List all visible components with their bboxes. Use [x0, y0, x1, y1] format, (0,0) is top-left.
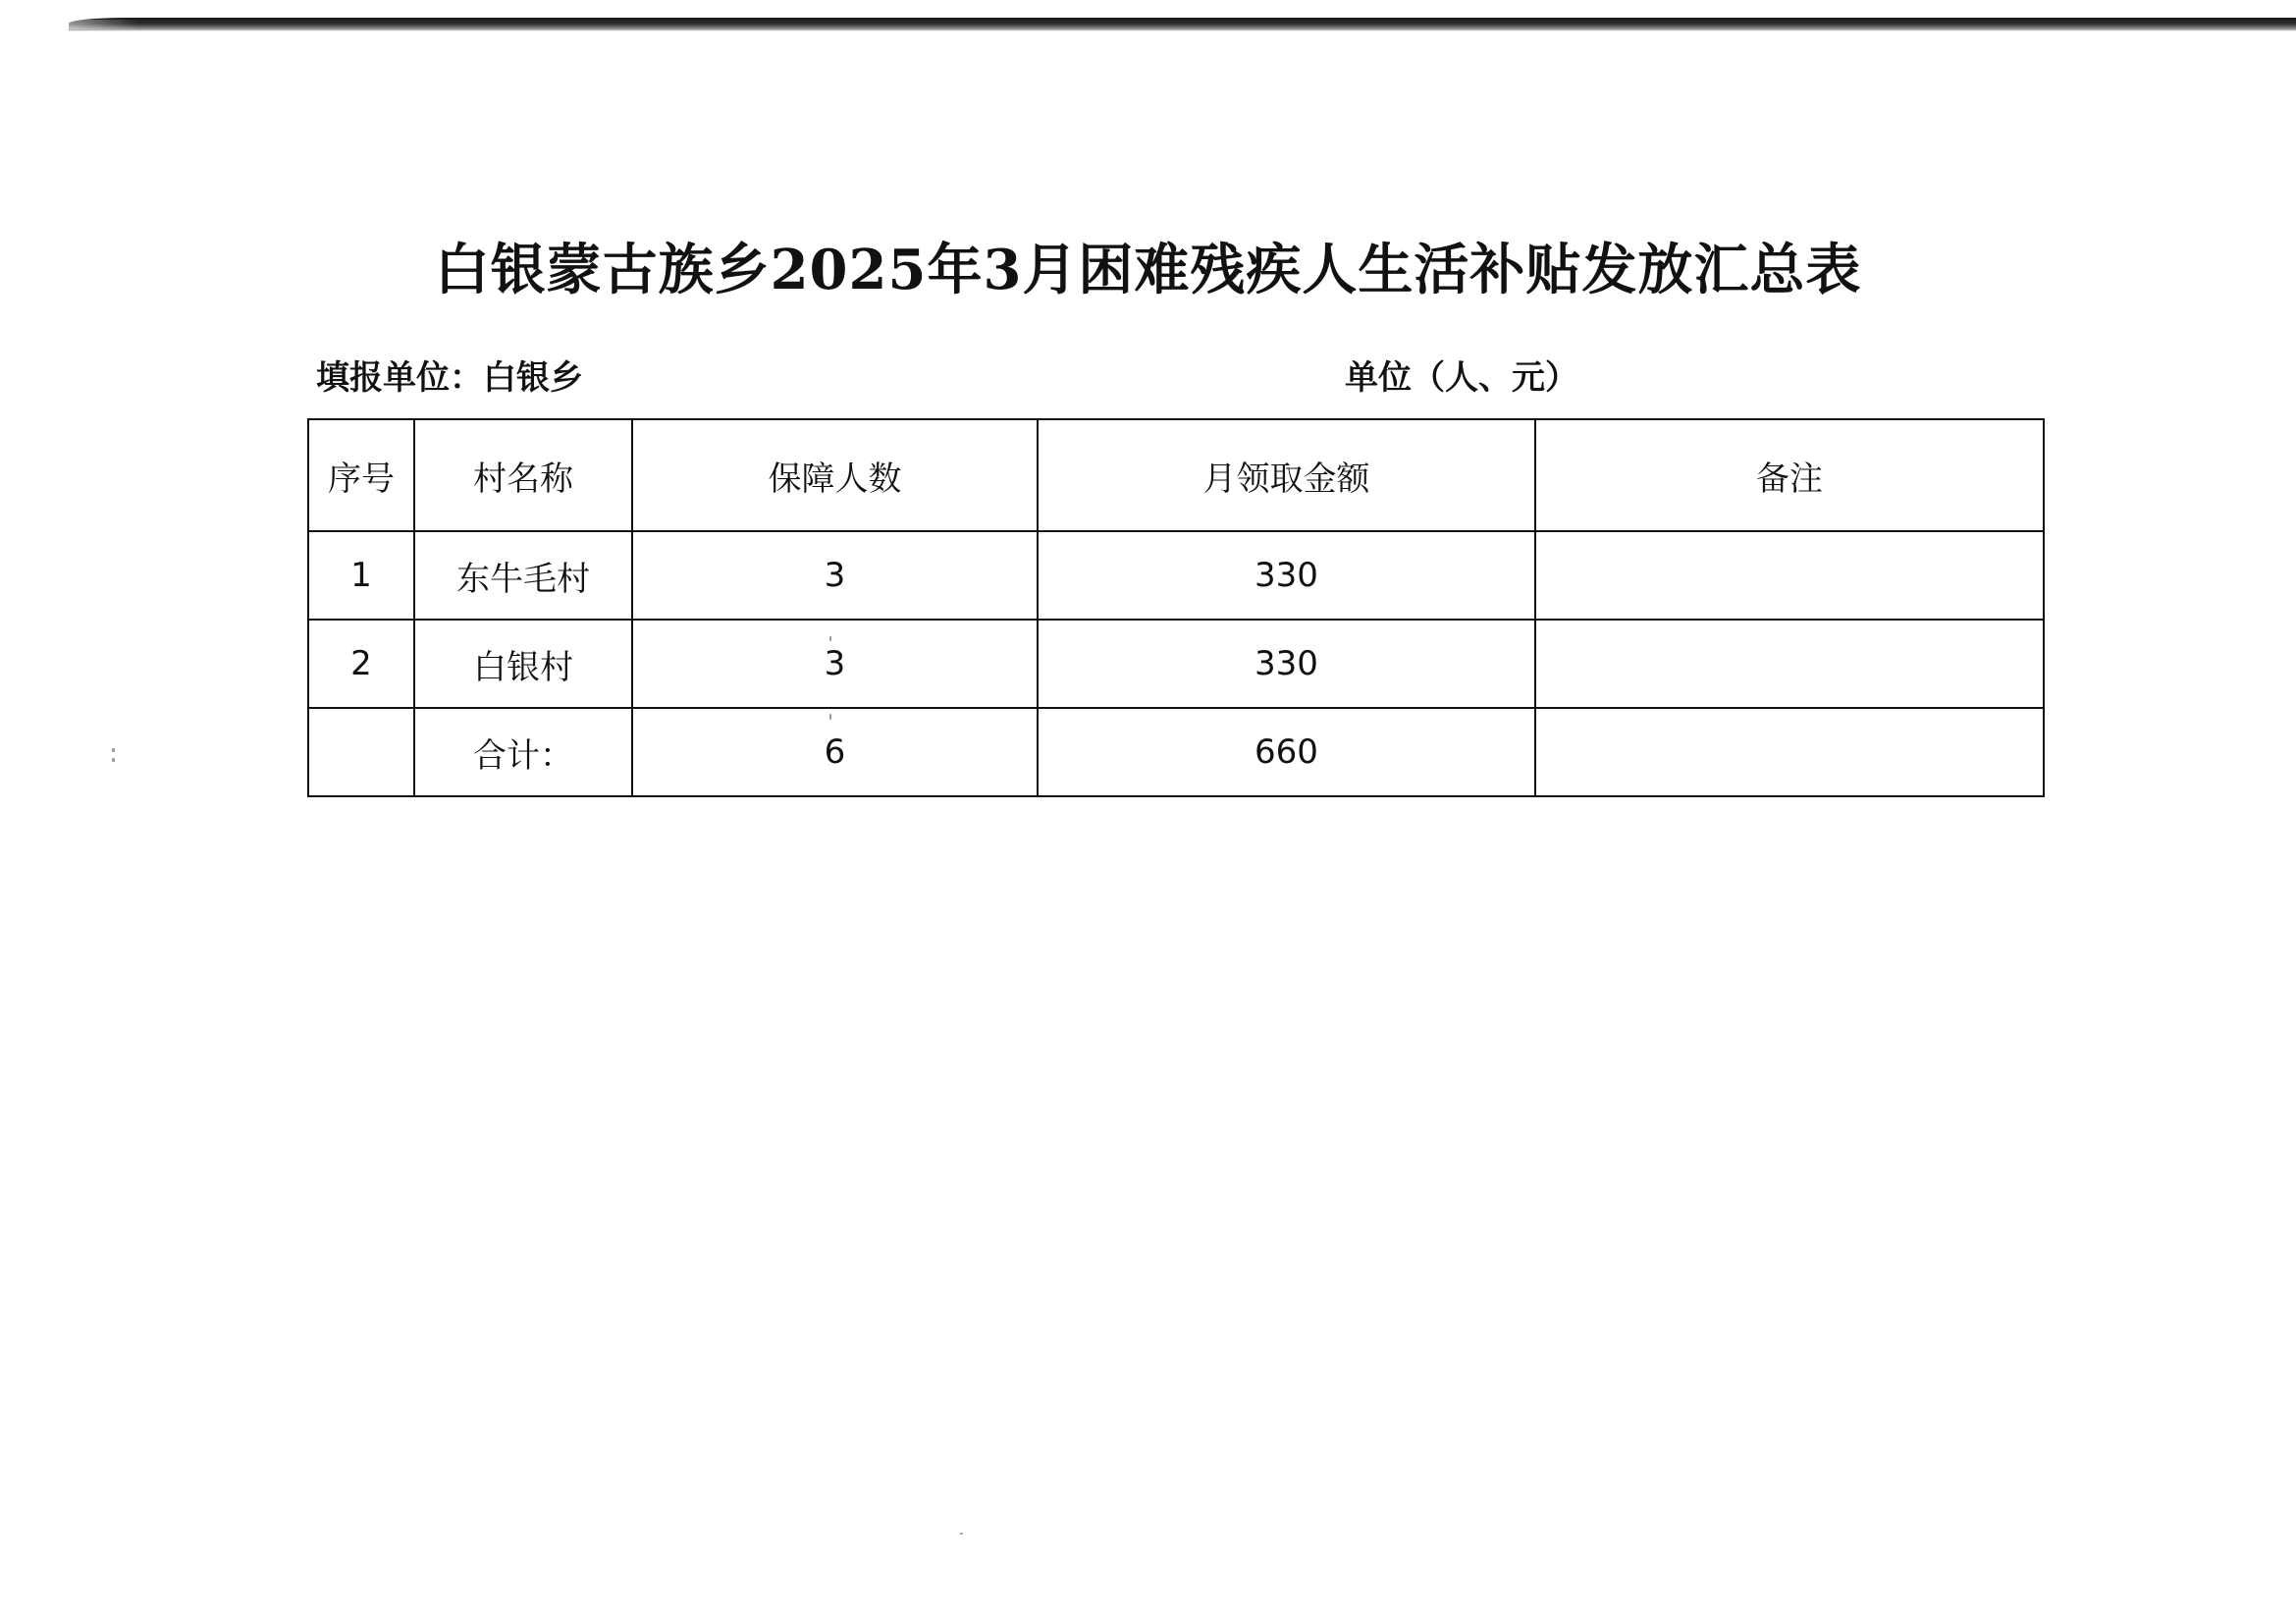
scan-speck [829, 636, 831, 641]
cell-village: 东牛毛村 [414, 531, 632, 620]
scan-speck [960, 1533, 963, 1535]
header-village: 村名称 [414, 419, 632, 531]
subsidy-summary-table [307, 418, 2045, 797]
cell-no: 2 [308, 620, 414, 708]
scan-speck [112, 748, 115, 752]
cell-village: 白银村 [414, 620, 632, 708]
total-note [1535, 708, 2044, 796]
header-note: 备注 [1535, 419, 2044, 531]
header-amount: 月领取金额 [1038, 419, 1535, 531]
total-label: 合计： [414, 708, 632, 796]
scan-top-edge [69, 18, 2296, 31]
table-row [308, 620, 2044, 708]
header-people: 保障人数 [632, 419, 1038, 531]
scan-edge-fade [0, 20, 137, 29]
table-header-row [308, 419, 2044, 531]
filing-unit: 填报单位：白银乡 [316, 358, 583, 398]
cell-note [1535, 620, 2044, 708]
table-row [308, 531, 2044, 620]
scan-speck [829, 714, 831, 720]
cell-people: 3 [632, 620, 1038, 708]
cell-people: 3 [632, 531, 1038, 620]
total-amount: 660 [1038, 708, 1535, 796]
cell-amount: 330 [1038, 531, 1535, 620]
table-total-row [308, 708, 2044, 796]
total-cell-no [308, 708, 414, 796]
unit-note: 单位（人、元） [1345, 358, 1578, 398]
cell-note [1535, 531, 2044, 620]
total-people: 6 [632, 708, 1038, 796]
document-title: 白银蒙古族乡2025年3月困难残疾人生活补贴发放汇总表 [434, 238, 1862, 302]
cell-no: 1 [308, 531, 414, 620]
cell-amount: 330 [1038, 620, 1535, 708]
header-no: 序号 [308, 419, 414, 531]
scan-speck [112, 758, 115, 762]
